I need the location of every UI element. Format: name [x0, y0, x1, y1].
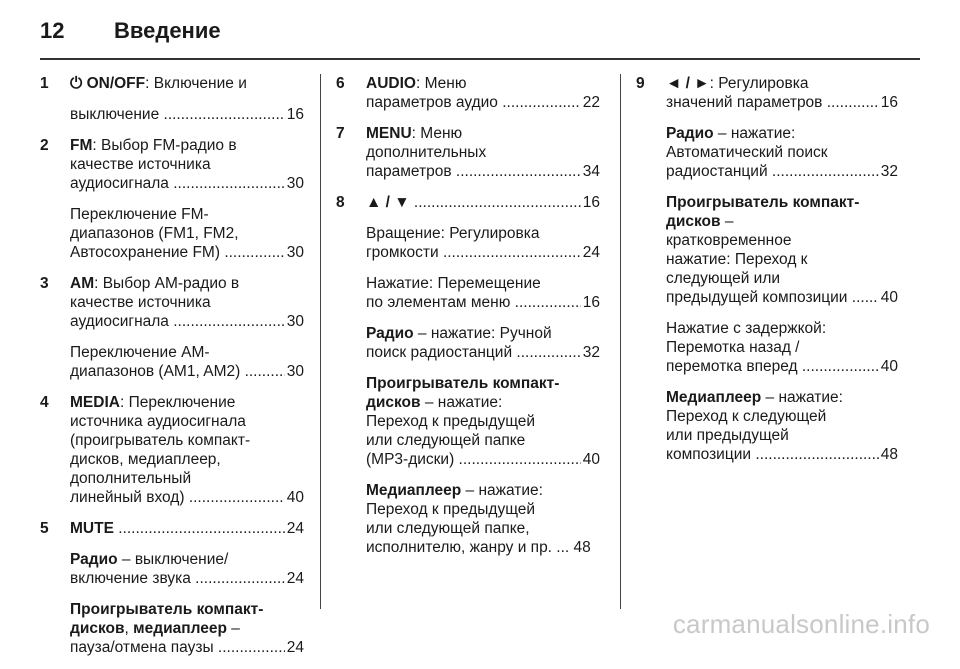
text-line: Переход к следующей — [666, 408, 827, 425]
toc-text: (MP3-диски) — [366, 451, 455, 468]
text-line — [366, 374, 600, 393]
text-line — [70, 600, 304, 619]
text-line — [366, 74, 600, 93]
toc-text: значений параметров — [666, 94, 823, 111]
entry-paragraph — [70, 343, 304, 381]
entry-paragraph — [70, 205, 304, 262]
text-line: дисков, медиаплеер, — [70, 451, 221, 468]
toc-lead — [366, 343, 581, 362]
entry-number: 7 — [336, 125, 345, 142]
text-line: Автоматический поиск — [666, 144, 828, 161]
page-ref: 24 — [286, 520, 304, 537]
text-run: : Выбор AM-радио в — [94, 275, 240, 292]
text-line: диапазонов (FM1, FM2, — [70, 225, 239, 242]
text-line: (проигрыватель компакт- — [70, 432, 251, 449]
entry-number: 4 — [40, 394, 49, 411]
bold-term: дисков — [70, 620, 125, 637]
toc-lead — [666, 445, 879, 464]
entry-paragraph — [366, 74, 600, 112]
text-line — [666, 388, 898, 407]
text-run: – нажатие: Ручной — [413, 325, 552, 342]
toc-text: громкости — [366, 244, 439, 261]
page-header — [40, 18, 221, 48]
text-line — [70, 619, 304, 638]
toc-lead — [70, 638, 285, 657]
text-line: дополнительный — [70, 470, 192, 487]
text-line: кратковременное — [666, 232, 792, 249]
toc-lead — [366, 162, 581, 181]
entry-body — [366, 124, 600, 193]
entry-paragraph — [70, 600, 304, 657]
text-line: Нажатие: Перемещение — [366, 275, 541, 292]
text-line: качестве источника — [70, 294, 211, 311]
toc-text: поиск радиостанций — [366, 344, 513, 361]
text-line — [70, 550, 304, 569]
entry-paragraph — [666, 319, 898, 376]
text-line: источника аудиосигнала — [70, 413, 246, 430]
text-line — [70, 74, 304, 93]
text-line: Перемотка назад / — [666, 339, 800, 356]
toc-lead — [70, 174, 285, 193]
toc-text: диапазонов (AM1, AM2) — [70, 363, 241, 380]
toc-lead — [366, 450, 581, 469]
entry-paragraph — [366, 481, 600, 557]
toc-line — [70, 569, 304, 588]
toc-line — [70, 105, 304, 124]
toc-line — [666, 445, 898, 464]
toc-line — [70, 312, 304, 331]
index-entry — [40, 74, 304, 136]
text-run: : Меню — [415, 75, 467, 92]
text-line: или следующей папке — [366, 432, 526, 449]
text-run: – — [226, 620, 240, 637]
page-ref: 32 — [582, 344, 600, 361]
toc-lead — [666, 288, 879, 307]
text-run: , — [124, 620, 134, 637]
bold-term: FM — [70, 137, 93, 154]
toc-line — [70, 243, 304, 262]
page-ref: 24 — [286, 639, 304, 656]
entry-number: 6 — [336, 75, 345, 92]
toc-line — [366, 93, 600, 112]
toc-line — [366, 243, 600, 262]
page-ref: 22 — [582, 94, 600, 111]
toc-line — [666, 357, 898, 376]
text-run: – нажатие: — [420, 394, 503, 411]
toc-text: включение звука — [70, 570, 191, 587]
bold-term: Проигрыватель компакт- — [70, 601, 264, 618]
entry-body — [70, 74, 304, 136]
page-ref: 24 — [286, 570, 304, 587]
toc-line — [366, 162, 600, 181]
text-line: Переход к предыдущей — [366, 501, 536, 518]
index-entry — [40, 393, 304, 519]
entry-body — [366, 74, 600, 124]
toc-text: пауза/отмена паузы — [70, 639, 214, 656]
text-run: – нажатие: — [713, 125, 796, 142]
text-line — [366, 393, 600, 412]
entry-paragraph — [70, 274, 304, 331]
text-line: Переключение FM- — [70, 206, 209, 223]
entry-paragraph — [70, 550, 304, 588]
watermark: carmanualsonline.info — [672, 609, 930, 639]
toc-text: предыдущей композиции — [666, 289, 848, 306]
bold-term: Радио — [666, 125, 714, 142]
toc-line — [70, 519, 304, 538]
text-run: : Включение и — [145, 75, 247, 92]
entry-paragraph — [666, 193, 898, 307]
page-ref: 40 — [880, 289, 898, 306]
bold-term: дисков — [666, 213, 721, 230]
page-ref: 30 — [286, 313, 304, 330]
index-entry — [40, 136, 304, 274]
text-line: Переход к предыдущей — [366, 413, 536, 430]
entry-body — [366, 193, 600, 569]
bold-term: ⏻ ON/OFF — [70, 75, 146, 92]
page-ref: 24 — [582, 244, 600, 261]
entry-paragraph — [366, 324, 600, 362]
entry-paragraph — [70, 136, 304, 193]
text-run: – — [720, 213, 734, 230]
entry-number: 3 — [40, 275, 49, 292]
entry-paragraph — [666, 124, 898, 181]
entry-body — [666, 74, 898, 476]
index-entry — [40, 519, 304, 669]
entry-body — [70, 519, 304, 669]
entry-body — [70, 136, 304, 274]
toc-text: аудиосигнала — [70, 175, 169, 192]
text-run: : Переключение — [119, 394, 236, 411]
column-divider — [320, 74, 321, 609]
text-run: – выключение/ — [117, 551, 229, 568]
text-line — [666, 74, 898, 93]
toc-text: перемотка вперед — [666, 358, 798, 375]
text-line — [366, 481, 600, 500]
toc-text: параметров аудио — [366, 94, 498, 111]
page-ref: 16 — [582, 194, 600, 211]
page-ref: 48 — [880, 446, 898, 463]
index-entry — [336, 124, 600, 193]
toc-line — [666, 93, 898, 112]
toc-text: Автосохранение FM) — [70, 244, 221, 261]
page-ref: 30 — [286, 244, 304, 261]
bold-term: MENU — [366, 125, 412, 142]
toc-text: аудиосигнала — [70, 313, 169, 330]
toc-line — [70, 488, 304, 507]
page-ref: 32 — [880, 163, 898, 180]
toc-line — [70, 362, 304, 381]
page-ref: 34 — [582, 163, 600, 180]
entry-number: 9 — [636, 75, 645, 92]
toc-text: по элементам меню — [366, 294, 511, 311]
toc-line — [70, 174, 304, 193]
entry-number: 8 — [336, 194, 345, 211]
bold-term: Радио — [70, 551, 118, 568]
toc-lead — [70, 105, 285, 124]
text-line: следующей или — [666, 270, 781, 287]
page-ref: 40 — [582, 451, 600, 468]
toc-line — [366, 343, 600, 362]
text-run: : Выбор FM-радио в — [92, 137, 237, 154]
text-run: – нажатие: — [461, 482, 543, 499]
text-line — [70, 136, 304, 155]
toc-lead — [366, 193, 581, 212]
entry-paragraph — [70, 519, 304, 538]
bold-term: дисков — [366, 394, 421, 411]
toc-lead — [366, 243, 581, 262]
entry-paragraph — [666, 74, 898, 112]
text-line: Вращение: Регулировка — [366, 225, 540, 242]
entry-number: 5 — [40, 520, 49, 537]
toc-lead — [366, 93, 581, 112]
bold-term: Радио — [366, 325, 414, 342]
bold-term: MEDIA — [70, 394, 120, 411]
entry-paragraph — [366, 124, 600, 181]
text-line: или предыдущей — [666, 427, 789, 444]
toc-lead — [70, 312, 285, 331]
entry-number: 1 — [40, 75, 49, 92]
page-ref: 40 — [286, 489, 304, 506]
text-run: : Меню — [411, 125, 463, 142]
index-entry — [336, 74, 600, 124]
toc-text: композиции — [666, 446, 752, 463]
toc-lead — [70, 519, 285, 538]
text-line: или следующей папке, — [366, 520, 530, 537]
page-ref: 16 — [286, 106, 304, 123]
bold-term: AM — [70, 275, 95, 292]
header-rule — [40, 58, 920, 60]
text-line — [366, 124, 600, 143]
page-number: 12 — [40, 18, 65, 43]
column-divider — [620, 74, 621, 609]
toc-line — [366, 193, 600, 212]
toc-lead — [70, 569, 285, 588]
column-2 — [336, 74, 600, 569]
text-line: качестве источника — [70, 156, 211, 173]
text-line: Переключение AM- — [70, 344, 210, 361]
entry-number: 2 — [40, 137, 49, 154]
text-line — [70, 393, 304, 412]
toc-lead — [70, 362, 285, 381]
page-ref: 16 — [582, 294, 600, 311]
text-line — [70, 274, 304, 293]
toc-line — [666, 162, 898, 181]
toc-line — [70, 638, 304, 657]
page-ref: 16 — [880, 94, 898, 111]
text-line — [666, 193, 898, 212]
entry-body — [70, 393, 304, 519]
page-ref: 40 — [880, 358, 898, 375]
bold-term: MUTE — [70, 520, 114, 537]
entry-paragraph — [70, 393, 304, 507]
bold-term: Проигрыватель компакт- — [666, 194, 860, 211]
toc-lead — [666, 93, 879, 112]
bold-term: Проигрыватель компакт- — [366, 375, 560, 392]
toc-text: радиостанций — [666, 163, 768, 180]
entry-paragraph — [666, 388, 898, 464]
entry-paragraph — [366, 274, 600, 312]
column-1 — [40, 74, 304, 669]
text-line: дополнительных — [366, 144, 487, 161]
toc-lead — [666, 162, 879, 181]
entry-paragraph — [366, 374, 600, 469]
entry-paragraph — [70, 105, 304, 124]
page-title: Введение — [114, 18, 221, 43]
toc-line — [666, 288, 898, 307]
text-run: – нажатие: — [761, 389, 843, 406]
text-line: нажатие: Переход к — [666, 251, 808, 268]
bold-term: Медиаплеер — [366, 482, 462, 499]
index-entry — [636, 74, 898, 476]
toc-text: выключение — [70, 106, 160, 123]
toc-text: параметров — [366, 163, 452, 180]
column-3 — [636, 74, 898, 476]
text-line — [666, 212, 898, 231]
text-line — [366, 324, 600, 343]
entry-paragraph — [366, 224, 600, 262]
page-ref: 30 — [286, 175, 304, 192]
toc-lead — [70, 488, 285, 507]
toc-lead — [70, 243, 285, 262]
bold-term: Медиаплеер — [666, 389, 762, 406]
toc-lead — [666, 357, 879, 376]
index-entry — [336, 193, 600, 569]
text-run: : Регулировка — [709, 75, 809, 92]
toc-line — [366, 450, 600, 469]
index-entry — [40, 274, 304, 393]
toc-text: линейный вход) — [70, 489, 185, 506]
bold-term: медиаплеер — [133, 620, 227, 637]
text-line — [666, 124, 898, 143]
entry-paragraph — [366, 193, 600, 212]
text-line: Нажатие с задержкой: — [666, 320, 827, 337]
text-line: исполнителю, жанру и пр. ... 48 — [366, 539, 591, 556]
bold-term: AUDIO — [366, 75, 416, 92]
toc-line — [366, 293, 600, 312]
page-ref: 30 — [286, 363, 304, 380]
bold-term: ◄ / ► — [666, 75, 710, 92]
toc-lead — [366, 293, 581, 312]
entry-body — [70, 274, 304, 393]
bold-term: ▲ / ▼ — [366, 194, 410, 211]
entry-paragraph — [70, 74, 304, 93]
